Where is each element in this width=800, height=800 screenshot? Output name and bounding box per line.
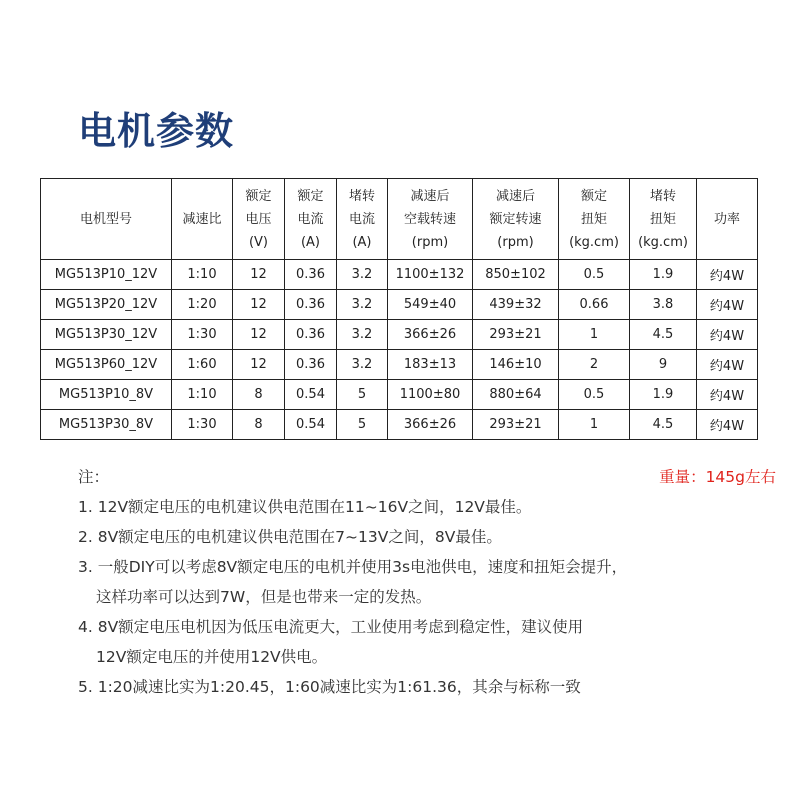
table-cell: 5: [337, 410, 388, 440]
table-cell: 366±26: [388, 320, 473, 350]
column-header: [233, 179, 285, 260]
table-cell: 约4W: [697, 260, 758, 290]
table-cell: 0.5: [559, 260, 630, 290]
table-header-row: [41, 179, 758, 260]
table-cell: 1100±80: [388, 380, 473, 410]
table-cell: 约4W: [697, 350, 758, 380]
column-header-line: 堵转: [348, 188, 375, 204]
table-cell: MG513P20_12V: [41, 290, 172, 320]
column-header-line: 额定: [580, 188, 607, 204]
table-cell: 8: [233, 380, 285, 410]
column-header-line: 电压: [245, 211, 272, 227]
table-cell: 1:30: [172, 410, 233, 440]
table-cell: 1.9: [630, 380, 697, 410]
table-cell: 1100±132: [388, 260, 473, 290]
table-cell: 12: [233, 320, 285, 350]
column-header-line: 堵转: [649, 188, 676, 204]
table-cell: 366±26: [388, 410, 473, 440]
table-cell: 549±40: [388, 290, 473, 320]
column-header: [172, 179, 233, 260]
table-cell: 1:30: [172, 320, 233, 350]
table-row: [41, 380, 758, 410]
note-item: 4. 8V额定电压电机因为低压电流更大，工业使用考虑到稳定性，建议使用: [78, 618, 584, 636]
column-header-line: 功率: [713, 211, 740, 227]
column-header-line: (kg.cm): [569, 234, 619, 250]
table-cell: 293±21: [473, 410, 559, 440]
table-cell: 约4W: [697, 380, 758, 410]
table-cell: 850±102: [473, 260, 559, 290]
column-header-line: 电流: [297, 211, 324, 227]
table-cell: 5: [337, 380, 388, 410]
table-cell: 9: [630, 350, 697, 380]
column-header-line: (rpm): [497, 234, 534, 250]
table-row: [41, 350, 758, 380]
column-header: [559, 179, 630, 260]
table-cell: 0.54: [285, 410, 337, 440]
column-header-line: 减速比: [182, 211, 222, 227]
notes-list: [78, 492, 768, 702]
table-cell: 4.5: [630, 410, 697, 440]
table-cell: 1:10: [172, 380, 233, 410]
column-header-line: 扭矩: [580, 211, 607, 227]
table-cell: 0.36: [285, 350, 337, 380]
table-cell: 0.36: [285, 290, 337, 320]
column-header-line: 减速后: [495, 188, 535, 204]
column-header-line: 减速后: [410, 188, 450, 204]
column-header-line: 扭矩: [649, 211, 676, 227]
table-cell: 3.2: [337, 260, 388, 290]
column-header: [285, 179, 337, 260]
table-cell: 1: [559, 320, 630, 350]
table-cell: 293±21: [473, 320, 559, 350]
table-cell: 3.2: [337, 290, 388, 320]
table-cell: 12: [233, 350, 285, 380]
column-header-line: (rpm): [411, 234, 449, 250]
column-header-line: 空载转速: [403, 211, 456, 227]
column-header: [697, 179, 758, 260]
weight-note: 重量：145g左右: [659, 468, 776, 486]
table-cell: 8: [233, 410, 285, 440]
column-header: [388, 179, 473, 260]
table-cell: 880±64: [473, 380, 559, 410]
column-header-line: (kg.cm): [638, 234, 688, 250]
table-cell: 0.5: [559, 380, 630, 410]
table-cell: MG513P10_8V: [41, 380, 172, 410]
table-cell: 439±32: [473, 290, 559, 320]
table-row: [41, 410, 758, 440]
table-cell: 2: [559, 350, 630, 380]
column-header: [337, 179, 388, 260]
column-header-line: 额定转速: [489, 211, 542, 227]
table-cell: MG513P60_12V: [41, 350, 172, 380]
column-header: [41, 179, 172, 260]
note-item-continuation: 12V额定电压的并使用12V供电。: [96, 648, 328, 666]
table-cell: 3.2: [337, 350, 388, 380]
column-header: [473, 179, 559, 260]
column-header: [630, 179, 697, 260]
motor-spec-table: [40, 178, 758, 440]
table-cell: 1:20: [172, 290, 233, 320]
table-cell: 0.54: [285, 380, 337, 410]
table-row: [41, 260, 758, 290]
table-body: [41, 260, 758, 440]
column-header-line: (V): [248, 234, 269, 250]
table-cell: MG513P30_8V: [41, 410, 172, 440]
table-row: [41, 290, 758, 320]
table-cell: 12: [233, 260, 285, 290]
table-cell: 183±13: [388, 350, 473, 380]
table-cell: 约4W: [697, 290, 758, 320]
table-cell: 3.8: [630, 290, 697, 320]
column-header-line: 电流: [348, 211, 375, 227]
table-cell: 12: [233, 290, 285, 320]
note-item: 2. 8V额定电压的电机建议供电范围在7~13V之间，8V最佳。: [78, 528, 502, 546]
notes-heading: 注：: [78, 468, 110, 486]
table-cell: 约4W: [697, 410, 758, 440]
table-row: [41, 320, 758, 350]
table-cell: 0.36: [285, 260, 337, 290]
table-cell: 3.2: [337, 320, 388, 350]
note-item-continuation: 这样功率可以达到7W，但是也带来一定的发热。: [96, 588, 432, 606]
column-header-line: 电机型号: [79, 211, 132, 227]
table-cell: 1:60: [172, 350, 233, 380]
column-header-line: (A): [352, 234, 372, 250]
note-item: 1. 12V额定电压的电机建议供电范围在11~16V之间，12V最佳。: [78, 498, 532, 516]
note-item: 5. 1:20减速比实为1:20.45，1:60减速比实为1:61.36，其余与标称一致: [78, 678, 581, 696]
note-item: 3. 一般DIY可以考虑8V额定电压的电机并使用3s电池供电，速度和扭矩会提升，: [78, 558, 628, 576]
table-cell: 1: [559, 410, 630, 440]
table-cell: 0.36: [285, 320, 337, 350]
table-cell: MG513P30_12V: [41, 320, 172, 350]
table-cell: 1.9: [630, 260, 697, 290]
table-cell: 146±10: [473, 350, 559, 380]
column-header-line: 额定: [297, 188, 324, 204]
table-cell: 4.5: [630, 320, 697, 350]
table-cell: 约4W: [697, 320, 758, 350]
table-cell: MG513P10_12V: [41, 260, 172, 290]
table-cell: 1:10: [172, 260, 233, 290]
table-cell: 0.66: [559, 290, 630, 320]
column-header-line: 额定: [245, 188, 272, 204]
column-header-line: (A): [300, 234, 321, 250]
page-title: 电机参数: [78, 109, 235, 153]
notes-section: [78, 462, 768, 702]
